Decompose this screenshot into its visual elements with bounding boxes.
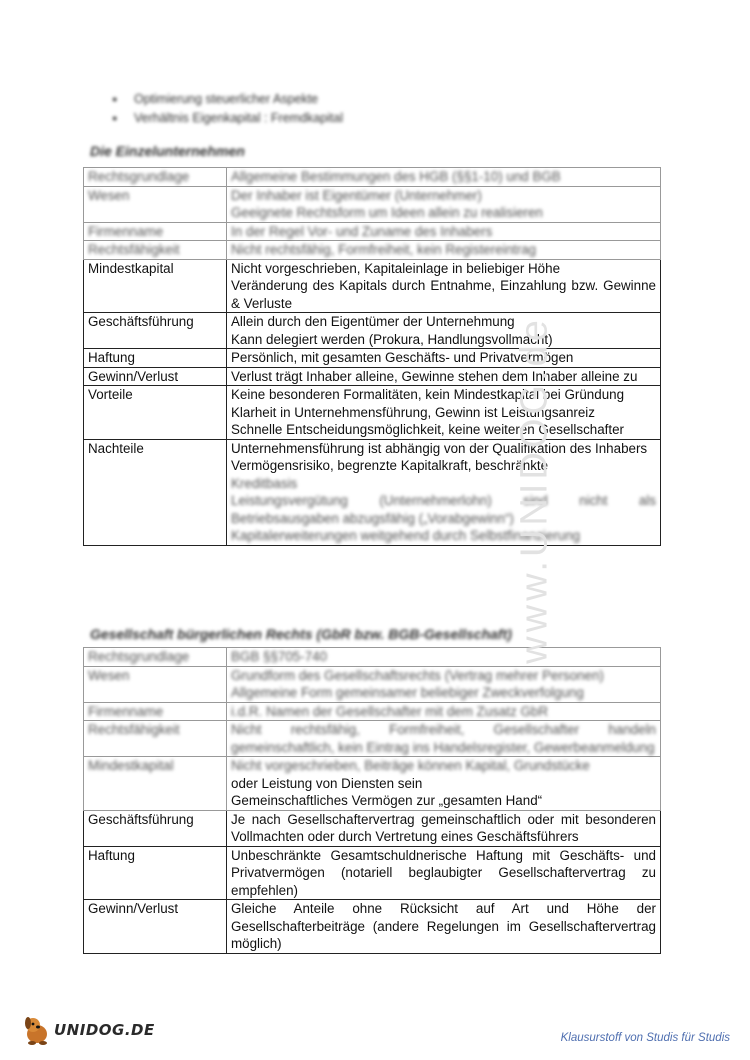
row-value-line: Je nach Gesellschaftervertrag gemeinschaftlich oder mit besonderen Vollmachten oder durch Vertretung eines Geschäftsführers	[231, 811, 656, 844]
row-label-text: Rechtsfähigkeit	[88, 242, 180, 257]
row-label	[84, 168, 227, 187]
table-row	[84, 757, 661, 811]
row-value-line: Kreditbasis	[231, 475, 298, 491]
row-label	[84, 241, 227, 260]
row-value-line: Kapitalerweiterungen weitgehend durch Selbstfinanzierung	[231, 528, 581, 543]
row-label	[84, 367, 227, 386]
row-label	[84, 846, 227, 900]
row-value	[227, 222, 661, 241]
row-value-line: Gemeinschaftliches Vermögen zur „gesamten Hand“	[231, 793, 543, 808]
table-row	[84, 222, 661, 241]
row-label-text: Haftung	[88, 847, 135, 863]
table-row	[84, 648, 661, 667]
row-label	[84, 439, 227, 545]
bullet-item: ● Optimierung steuerlicher Aspekte	[110, 90, 343, 109]
row-value-line: Veränderung des Kapitals durch Entnahme, Einzahlung bzw. Gewinne & Verluste	[231, 278, 656, 311]
row-label-text: Firmenname	[88, 703, 164, 719]
row-label-text: Wesen	[88, 187, 130, 203]
row-value-line: Schnelle Entscheidungsmöglichkeit, keine weiteren Gesellschafter	[231, 422, 625, 437]
row-value	[227, 648, 661, 667]
row-value-line: Gleiche Anteile ohne Rücksicht auf Art und Höhe der Gesellschafterbeiträge (andere Regelungen im Gesellschaftervertrag möglich)	[231, 901, 656, 951]
row-label-text: Rechtsgrundlage	[88, 169, 190, 184]
table-row	[84, 259, 661, 313]
row-label-text: Haftung	[88, 350, 135, 365]
row-label-text: Mindestkapital	[88, 260, 174, 276]
row-label	[84, 222, 227, 241]
row-label-text: Mindestkapital	[88, 758, 174, 773]
row-label	[84, 900, 227, 954]
row-value	[227, 666, 661, 702]
dog-icon	[22, 1014, 52, 1046]
row-label	[84, 810, 227, 846]
row-label-text: Firmenname	[88, 223, 164, 239]
table-row	[84, 702, 661, 721]
row-value-line: BGB §§705-740	[231, 649, 328, 664]
row-label-text: Geschäftsführung	[88, 811, 194, 827]
table-row	[84, 186, 661, 222]
row-value-line: Persönlich, mit gesamten Geschäfts- und Privatvermögen	[231, 350, 574, 365]
row-value	[227, 721, 661, 757]
row-value	[227, 168, 661, 187]
row-label-text: Rechtsgrundlage	[88, 649, 190, 664]
section-heading: Die Einzelunternehmen	[90, 143, 245, 159]
row-value-line: Verlust trägt Inhaber alleine, Gewinne stehen dem Inhaber alleine zu	[231, 368, 638, 384]
row-label-text: Gewinn/Verlust	[88, 901, 179, 916]
row-label-text: Wesen	[88, 667, 130, 683]
row-label-text: Gewinn/Verlust	[88, 368, 179, 384]
row-value-line: Der Inhaber ist Eigentümer (Unternehmer)	[231, 187, 482, 203]
table-row	[84, 367, 661, 386]
watermark: www.UNIDOG.de	[513, 316, 556, 664]
row-value-line: In der Regel Vor- und Zuname des Inhabers	[231, 223, 493, 239]
table-row	[84, 313, 661, 349]
table-row	[84, 241, 661, 260]
row-value	[227, 900, 661, 954]
table-row	[84, 168, 661, 187]
row-label	[84, 721, 227, 757]
row-value-line: Geeignete Rechtsform um Ideen allein zu realisieren	[231, 205, 543, 220]
row-value-line: Unternehmensführung ist abhängig von der Qualifikation des Inhabers	[231, 440, 648, 456]
row-label	[84, 666, 227, 702]
table-row	[84, 666, 661, 702]
row-value	[227, 259, 661, 313]
row-value-line: Allgemeine Form gemeinsamer beliebiger Zweckverfolgung	[231, 685, 584, 700]
row-label	[84, 259, 227, 313]
row-value-line: Nicht rechtsfähig, Formfreiheit, kein Registereintrag	[231, 242, 537, 257]
row-value	[227, 810, 661, 846]
row-value	[227, 186, 661, 222]
row-value-line: Nicht rechtsfähig, Formfreiheit, Gesellschafter handeln gemeinschaftlich, kein Eintrag ins Handelsregister, Gewerbeanmeldung	[231, 722, 656, 755]
row-label	[84, 186, 227, 222]
row-value	[227, 241, 661, 260]
table-row	[84, 810, 661, 846]
row-label-text: Rechtsfähigkeit	[88, 722, 180, 737]
gbr-table	[83, 647, 661, 954]
row-value-line: Allgemeine Bestimmungen des HGB (§§1-10) und BGB	[231, 169, 561, 184]
row-label	[84, 349, 227, 368]
row-value-line: Nicht vorgeschrieben, Kapitaleinlage in beliebiger Höhe	[231, 260, 561, 276]
row-value-line: Allein durch den Eigentümer der Unternehmung	[231, 314, 515, 329]
row-label	[84, 648, 227, 667]
row-value-line: Vermögensrisiko, begrenzte Kapitalkraft, beschränkte	[231, 458, 549, 473]
table-row	[84, 900, 661, 954]
row-value-line: Keine besonderen Formalitäten, kein Mindestkapital bei Gründung	[231, 387, 625, 402]
table-row	[84, 349, 661, 368]
row-value-line: Leistungsvergütung (Unternehmerlohn) sind nicht als Betriebsausgaben abzugsfähig („Vorabgewinn“)	[231, 493, 656, 526]
row-value	[227, 386, 661, 440]
row-value	[227, 313, 661, 349]
einzelunternehmen-table	[83, 167, 661, 546]
row-value	[227, 757, 661, 811]
unidog-logo	[22, 1014, 155, 1046]
table-row	[84, 386, 661, 440]
row-value	[227, 702, 661, 721]
footer-tagline: Klausurstoff von Studis für Studis	[560, 1032, 730, 1044]
table-row	[84, 721, 661, 757]
section-heading: Gesellschaft bürgerlichen Rechts (GbR bzw. BGB-Gesellschaft)	[90, 626, 512, 642]
row-label	[84, 313, 227, 349]
bullet-item: ● Verhältnis Eigenkapital : Fremdkapital	[110, 109, 343, 128]
row-value	[227, 439, 661, 545]
bullet-list	[110, 90, 343, 128]
row-value	[227, 367, 661, 386]
row-value	[227, 349, 661, 368]
row-label	[84, 386, 227, 440]
row-value-line: Klarheit in Unternehmensführung, Gewinn ist Leistungsanreiz	[231, 404, 595, 420]
table-row	[84, 846, 661, 900]
table-row	[84, 439, 661, 545]
row-label	[84, 702, 227, 721]
row-value-line: Grundform des Gesellschaftsrechts (Vertrag mehrer Personen)	[231, 667, 604, 683]
row-label-text: Vorteile	[88, 387, 133, 402]
logo-text: UNIDOG.DE	[54, 1021, 155, 1039]
row-value-line: Kann delegiert werden (Prokura, Handlungsvollmacht)	[231, 331, 553, 347]
row-value-line: i.d.R. Namen der Gesellschafter mit dem Zusatz GbR	[231, 703, 549, 719]
row-value-line: Unbeschränkte Gesamtschuldnerische Haftung mit Geschäfts- und Privatvermögen (notariell beglaubigter Gesellschaftervertrag zu empfehlen)	[231, 847, 656, 898]
row-label	[84, 757, 227, 811]
row-label-text: Nachteile	[88, 440, 144, 456]
row-value-line: oder Leistung von Diensten sein	[231, 775, 423, 791]
row-label-text: Geschäftsführung	[88, 314, 194, 329]
row-value	[227, 846, 661, 900]
row-value-line: Nicht vorgeschrieben, Beiträge können Kapital, Grundstücke	[231, 758, 590, 773]
